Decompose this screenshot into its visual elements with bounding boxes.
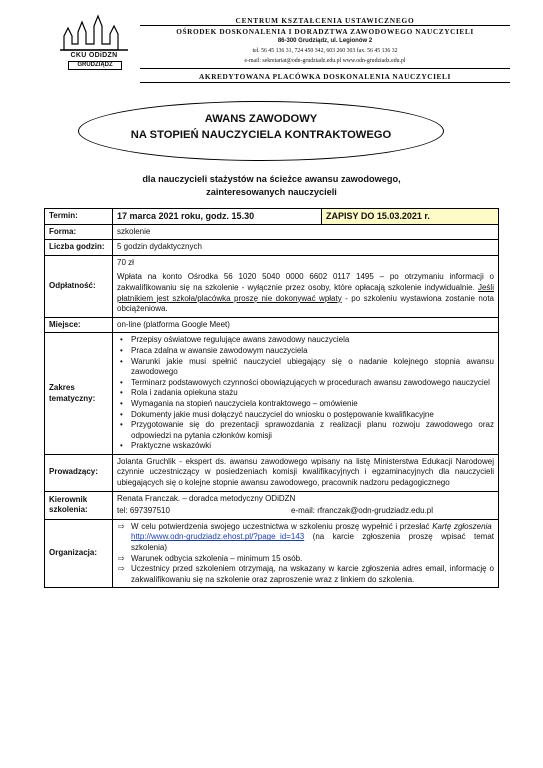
kierownik-cell — [113, 491, 499, 519]
organizacja-list — [117, 522, 494, 586]
forma-value: szkolenie — [113, 224, 499, 240]
org-item1-text: W celu potwierdzenia swojego uczestnictwa w szkoleniu proszę wypełnić i przesłać — [131, 521, 433, 531]
zapisy-badge: ZAPISY DO 15.03.2021 r. — [322, 209, 499, 225]
page-title: AWANS ZAWODOWY — [204, 113, 318, 125]
subtitle-line2: zainteresowanych nauczycieli — [206, 187, 337, 197]
table-row — [45, 333, 499, 455]
odplatnosc-label: Odpłatność: — [45, 255, 113, 317]
subtitle: dla nauczycieli stażystów na ścieżce awansu zawodowego, — [142, 174, 401, 184]
header-accreditation: AKREDYTOWANA PLACÓWKA DOSKONALENIA NAUCZYCIELI — [199, 72, 451, 81]
header-address: 86-300 Grudziądz, ul. Legionów 2 — [277, 38, 373, 44]
zakres-label: Zakres tematyczny: — [45, 333, 113, 455]
odplatnosc-underlined: Jeśli płatnikiem jest szkoła/placówka proszę nie dokonywać wpłaty — [117, 282, 494, 303]
kierownik-label: Kierownik szkolenia: — [45, 491, 113, 519]
list-item: • Warunki jakie musi spełnić nauczyciel ubiegający się o nadanie kolejnego stopnia awansu zawodowego — [131, 357, 494, 378]
org-item1-tail: (na karcie zgłoszenia proszę wpisać temat szkolenia) — [131, 532, 494, 553]
kierownik-email: e-mail: rfranczak@odn-grudziadz.edu.pl — [291, 506, 433, 516]
miejsce-value: on-line (platforma Google Meet) — [113, 317, 499, 333]
header-divider — [140, 82, 510, 83]
godzin-label: Liczba godzin: — [45, 240, 113, 256]
miejsce-label: Miejsce: — [45, 317, 113, 333]
list-item: • Praktyczne wskazówki — [131, 441, 494, 452]
logo — [58, 14, 130, 70]
header-divider — [140, 25, 510, 26]
logo-building-icon — [58, 14, 130, 54]
karta-zgloszenia-text: Kartę zgłoszenia — [432, 521, 492, 531]
list-item: • Dokumenty jakie musi dołączyć nauczyciel do wniosku o postępowanie kwalifikacyjne — [131, 410, 494, 421]
table-row — [45, 255, 499, 317]
zakres-list — [117, 335, 494, 452]
kierownik-contact — [117, 506, 494, 517]
kierownik-name: Renata Franczak. – doradca metodyczny ODiDZN — [117, 493, 296, 503]
header-phones: tel. 56 45 136 31, 724 450 342, 603 260 303 fax. 56 45 136 32 — [252, 48, 398, 54]
table-row — [45, 317, 499, 333]
logo-subtext: GRUDZIĄDZ — [68, 61, 122, 70]
list-item: • Przygotowanie się do prezentacji sprawozdania z realizacji planu rozwoju zawodowego oraz odpowiedzi na pytania członków komisji — [131, 420, 494, 441]
logo-text: CKU ODiDZN — [70, 52, 118, 59]
table-row — [45, 209, 499, 225]
list-item: • Terminarz podstawowych czynności obowiązujących w procedurach awansu zawodowego nauczyciel — [131, 378, 494, 389]
details-table — [44, 208, 499, 588]
prowadzacy-label: Prowadzący: — [45, 454, 113, 491]
page-title-line2: NA STOPIEŃ NAUCZYCIELA KONTRAKTOWEGO — [130, 129, 392, 141]
prowadzacy-value: Jolanta Gruchlik - ekspert ds. awansu zawodowego wpisany na listę Ministerstwa Edukacji Narodowej czynnie uczestniczący w posiedzeniach komisji kwalifikacyjnych i egzaminacyjnych dla nauczycieli ubiegających się o kolejne stopnie awansu zawodowego, pracownik nadzoru pedagogicznego — [113, 454, 499, 491]
list-item — [131, 522, 494, 554]
termin-label: Termin: — [45, 209, 113, 225]
zakres-cell — [113, 333, 499, 455]
list-item: ⇨ Warunek odbycia szkolenia – minimum 15 osób. — [131, 554, 494, 565]
list-item: • Rola i zadania opiekuna stażu — [131, 388, 494, 399]
odplatnosc-cell — [113, 255, 499, 317]
organizacja-label: Organizacja: — [45, 519, 113, 588]
list-item: • Przepisy oświatowe regulujące awans zawodowy nauczyciela — [131, 335, 494, 346]
odplatnosc-tail: - po szkoleniu wystawiona zostanie nota obciążeniowa. — [117, 293, 495, 314]
list-item: • Praca zdalna w awansie zawodowym nauczyciela — [131, 346, 494, 357]
header-contact: e-mail: sekretariat@odn-grudziadz.edu.pl www.odn-grudziadz.edu.pl — [244, 58, 406, 64]
registration-form-link[interactable]: http://www.odn-grudziadz.ehost.pl/?page_id=143 — [131, 532, 305, 542]
table-row — [45, 519, 499, 588]
header-institution: OŚRODEK DOSKONALENIA I DORADZTWA ZAWODOWEGO NAUCZYCIELI — [176, 27, 474, 36]
organizacja-cell — [113, 519, 499, 588]
header-divider — [140, 68, 510, 69]
table-row — [45, 491, 499, 519]
odplatnosc-text: Wpłata na konto Ośrodka 56 1020 5040 0000 6602 0117 1495 – po otrzymaniu informacji o zakwalifikowaniu się na szkolenie - wyłącznie przez osoby, które opłacają szkolenie indywidualnie. — [117, 272, 494, 292]
header-center-name: CENTRUM KSZTAŁCENIA USTAWICZNEGO — [235, 16, 415, 25]
table-row — [45, 454, 499, 491]
godzin-value: 5 godzin dydaktycznych — [113, 240, 499, 256]
table-row — [45, 240, 499, 256]
forma-label: Forma: — [45, 224, 113, 240]
list-item: ⇨ Uczestnicy przed szkoleniem otrzymają, na wskazany w karcie zgłoszenia adres email, informację o zakwalifikowaniu się na szkolenie oraz zaproszenie wraz z linkiem do szkolenia. — [131, 564, 494, 585]
termin-value: 17 marca 2021 roku, godz. 15.30 — [113, 209, 322, 225]
table-row — [45, 224, 499, 240]
odplatnosc-amount: 70 zł — [117, 257, 134, 267]
kierownik-phone: tel: 697397510 — [117, 506, 170, 516]
list-item: • Wymagania na stopień nauczyciela kontraktowego – omówienie — [131, 399, 494, 410]
